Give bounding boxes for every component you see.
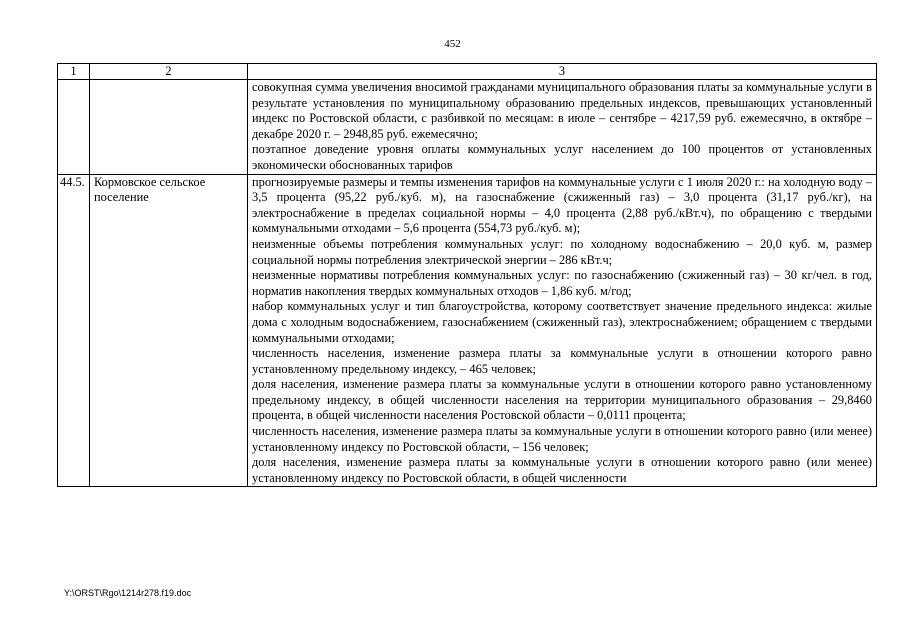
paragraph: численность населения, изменение размера платы за коммунальные услуги в отношении которого равно (или менее) установленному индексу по Ростовской области, – 156 человек;	[252, 424, 872, 454]
footer-file-path: Y:\ORST\Rgo\1214r278.f19.doc	[64, 588, 192, 598]
paragraph: набор коммунальных услуг и тип благоустройства, которому соответствует значение предельного индекса: жилые дома с холодным водоснабжением, газоснабжением (сжиженный газ), электроснабжением; обращением с твердыми коммунальными отходами;	[252, 299, 872, 345]
row-name-cell: Кормовское сельское поселение	[90, 174, 248, 487]
paragraph: доля населения, изменение размера платы за коммунальные услуги в отношении которого равно установленному предельному индексу, в общей численности населения на территории муниципального образования – 29,8460 процента, в общей численности населения Ростовской области – 0,0111 процента;	[252, 377, 872, 423]
row-name-cell	[90, 80, 248, 175]
column-header-1: 1	[58, 64, 90, 80]
document-table	[57, 63, 877, 487]
paragraph: неизменные объемы потребления коммунальных услуг: по холодному водоснабжению – 20,0 куб. м, размер социальной нормы потребления электрической энергии – 286 кВт.ч;	[252, 236, 872, 267]
table-row-continued	[58, 80, 877, 175]
column-header-3: 3	[248, 64, 877, 80]
paragraph: поэтапное доведение уровня оплаты коммунальных услуг населением до 100 процентов от установленных экономически обоснованных тарифов	[252, 142, 872, 172]
paragraph: численность населения, изменение размера платы за коммунальные услуги в отношении которого равно установленному предельному индексу, – 465 человек;	[252, 346, 872, 376]
table-row-44-5	[58, 174, 877, 487]
table-header-row	[58, 64, 877, 80]
row-content-cell	[248, 174, 877, 487]
paragraph: прогнозируемые размеры и темпы изменения тарифов на коммунальные услуги с 1 июля 2020 г.: на холодную воду – 3,5 процента (95,22 руб./куб. м), на газоснабжение (сжиженный газ) – 3,0 процента (31,17 руб./кг), на электроснабжение в пределах социальной нормы – 4,0 процента (2,88 руб./кВт.ч), по обращению с твердыми коммунальными отходами – 5,6 процента (554,73 руб./куб. м);	[252, 174, 872, 236]
paragraph: совокупная сумма увеличения вносимой гражданами муниципального образования платы за коммунальные услуги в результате установления по муниципальному образованию предельных индексов, превышающих установленный индекс по Ростовской области, с разбивкой по месяцам: в июле – сентябре – 4217,59 руб. ежемесячно, в октябре – декабре 2020 г. – 2948,85 руб. ежемесячно;	[252, 80, 872, 141]
paragraph: доля населения, изменение размера платы за коммунальные услуги в отношении которого равно (или менее) установленному индексу по Ростовской области, в общей численности	[252, 455, 872, 485]
page-number: 452	[444, 38, 461, 50]
paragraph: неизменные нормативы потребления коммунальных услуг: по газоснабжению (сжиженный газ) – 30 кг/чел. в год, норматив накопления твердых коммунальных отходов – 1,86 куб. м/год;	[252, 268, 872, 298]
row-content-cell	[248, 80, 877, 175]
column-header-2: 2	[90, 64, 248, 80]
row-number-cell	[58, 80, 90, 175]
row-number-cell: 44.5.	[58, 174, 90, 487]
